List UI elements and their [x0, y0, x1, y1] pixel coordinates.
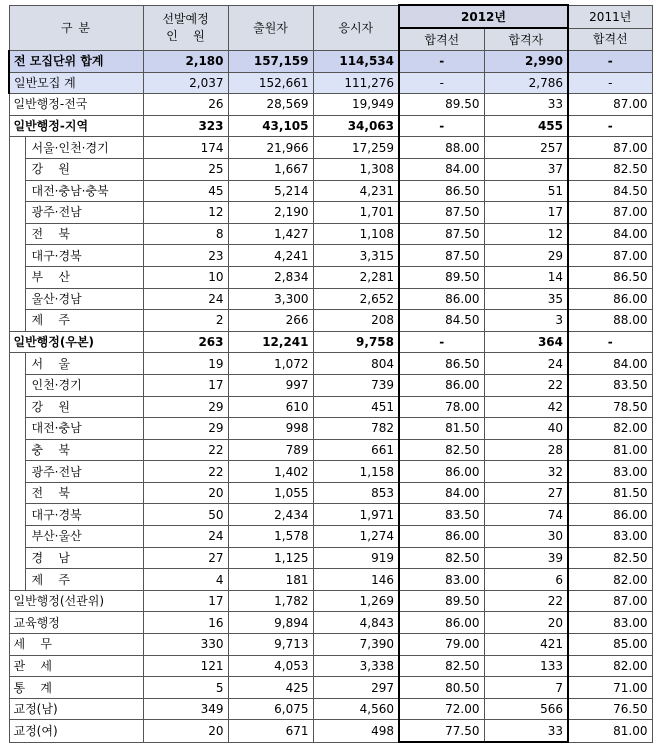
cell-planned: 4: [143, 569, 228, 591]
cell-cutoff-2012: -: [399, 331, 484, 353]
cell-cutoff-2011: 87.00: [568, 590, 652, 612]
cell-passers-2012: 51: [484, 180, 568, 202]
cell-applicants: 997: [228, 374, 313, 396]
cell-applicants: 1,055: [228, 482, 313, 504]
row-label: 경 남: [25, 547, 143, 569]
indent-spacer: [9, 396, 25, 418]
indent-spacer: [9, 374, 25, 396]
cell-cutoff-2012: 77.50: [399, 720, 484, 742]
cell-cutoff-2012: -: [399, 51, 484, 73]
row-label: 광주·전남: [25, 461, 143, 483]
cell-cutoff-2012: 87.50: [399, 245, 484, 267]
indent-spacer: [9, 137, 25, 159]
cell-examinees: 853: [313, 482, 399, 504]
cell-passers-2012: 40: [484, 418, 568, 440]
cell-passers-2012: 37: [484, 158, 568, 180]
cell-cutoff-2011: 85.00: [568, 634, 652, 656]
cell-examinees: 297: [313, 677, 399, 699]
table-row: [9, 374, 652, 396]
cell-cutoff-2012: 80.50: [399, 677, 484, 699]
cell-planned: 24: [143, 288, 228, 310]
cell-examinees: 3,315: [313, 245, 399, 267]
cell-applicants: 1,782: [228, 590, 313, 612]
cell-planned: 27: [143, 547, 228, 569]
row-label: 일반모집 계: [9, 72, 143, 94]
cell-passers-2012: 421: [484, 634, 568, 656]
cell-cutoff-2012: 87.50: [399, 223, 484, 245]
cell-cutoff-2011: 82.00: [568, 655, 652, 677]
cell-cutoff-2011: 86.00: [568, 288, 652, 310]
cell-cutoff-2011: 87.00: [568, 94, 652, 116]
cell-passers-2012: 17: [484, 202, 568, 224]
table-row: [9, 698, 652, 720]
cell-planned: 19: [143, 353, 228, 375]
cell-applicants: 2,190: [228, 202, 313, 224]
cell-planned: 2,037: [143, 72, 228, 94]
cell-cutoff-2011: 81.00: [568, 439, 652, 461]
row-label: 일반행정(우본): [9, 331, 143, 353]
cell-applicants: 1,402: [228, 461, 313, 483]
cell-passers-2012: 364: [484, 331, 568, 353]
indent-spacer: [9, 418, 25, 440]
header-year-2012: 2012년: [399, 5, 568, 28]
row-label: 관 세: [9, 655, 143, 677]
indent-spacer: [9, 482, 25, 504]
cell-applicants: 152,661: [228, 72, 313, 94]
cell-cutoff-2011: 83.50: [568, 374, 652, 396]
cell-examinees: 1,701: [313, 202, 399, 224]
cell-passers-2012: 42: [484, 396, 568, 418]
cell-passers-2012: 30: [484, 526, 568, 548]
cell-examinees: 4,843: [313, 612, 399, 634]
cell-planned: 22: [143, 439, 228, 461]
cell-examinees: 4,231: [313, 180, 399, 202]
cell-passers-2012: 35: [484, 288, 568, 310]
header-planned-line2: 인 원: [166, 28, 205, 43]
cell-cutoff-2012: 86.00: [399, 288, 484, 310]
row-label: 세 무: [9, 634, 143, 656]
cell-planned: 20: [143, 720, 228, 742]
indent-spacer: [9, 223, 25, 245]
cell-applicants: 28,569: [228, 94, 313, 116]
cell-cutoff-2011: 88.00: [568, 310, 652, 332]
cell-cutoff-2011: 76.50: [568, 698, 652, 720]
cell-applicants: 266: [228, 310, 313, 332]
cell-passers-2012: 28: [484, 439, 568, 461]
cell-examinees: 1,274: [313, 526, 399, 548]
cell-cutoff-2012: 86.00: [399, 374, 484, 396]
cell-cutoff-2012: 87.50: [399, 202, 484, 224]
cell-examinees: 919: [313, 547, 399, 569]
cell-passers-2012: 2,786: [484, 72, 568, 94]
cell-cutoff-2012: 84.00: [399, 482, 484, 504]
cell-passers-2012: 7: [484, 677, 568, 699]
cell-planned: 121: [143, 655, 228, 677]
cell-passers-2012: 74: [484, 504, 568, 526]
cell-planned: 20: [143, 482, 228, 504]
cell-applicants: 671: [228, 720, 313, 742]
cell-examinees: 2,652: [313, 288, 399, 310]
cell-applicants: 43,105: [228, 115, 313, 137]
cell-applicants: 9,713: [228, 634, 313, 656]
cell-cutoff-2012: 89.50: [399, 590, 484, 612]
cell-planned: 330: [143, 634, 228, 656]
indent-spacer: [9, 439, 25, 461]
row-label: 대전·충남·충북: [25, 180, 143, 202]
cell-cutoff-2012: 83.00: [399, 569, 484, 591]
indent-spacer: [9, 504, 25, 526]
cell-cutoff-2012: 86.00: [399, 612, 484, 634]
cell-applicants: 1,667: [228, 158, 313, 180]
cell-planned: 323: [143, 115, 228, 137]
cell-applicants: 5,214: [228, 180, 313, 202]
cell-passers-2012: 257: [484, 137, 568, 159]
table-row: [9, 634, 652, 656]
cell-planned: 45: [143, 180, 228, 202]
cell-applicants: 6,075: [228, 698, 313, 720]
cell-planned: 174: [143, 137, 228, 159]
table-row: [9, 677, 652, 699]
cell-cutoff-2012: 88.00: [399, 137, 484, 159]
row-label: 통 계: [9, 677, 143, 699]
cell-examinees: 17,259: [313, 137, 399, 159]
header-planned: [143, 5, 228, 51]
row-label: 충 북: [25, 439, 143, 461]
cell-examinees: 208: [313, 310, 399, 332]
cell-applicants: 2,834: [228, 266, 313, 288]
cell-examinees: 34,063: [313, 115, 399, 137]
cell-passers-2012: 27: [484, 482, 568, 504]
cell-cutoff-2011: -: [568, 331, 652, 353]
table-row: [9, 310, 652, 332]
cell-cutoff-2011: -: [568, 72, 652, 94]
cell-examinees: 3,338: [313, 655, 399, 677]
cell-planned: 2: [143, 310, 228, 332]
cell-passers-2012: 2,990: [484, 51, 568, 73]
cell-examinees: 739: [313, 374, 399, 396]
cell-passers-2012: 22: [484, 590, 568, 612]
cell-cutoff-2011: 83.00: [568, 612, 652, 634]
cell-cutoff-2012: 82.50: [399, 439, 484, 461]
cell-cutoff-2011: 71.00: [568, 677, 652, 699]
table-row: [9, 331, 652, 353]
cell-planned: 10: [143, 266, 228, 288]
table-row: [9, 115, 652, 137]
cell-applicants: 998: [228, 418, 313, 440]
cell-applicants: 1,072: [228, 353, 313, 375]
cell-planned: 26: [143, 94, 228, 116]
cell-passers-2012: 3: [484, 310, 568, 332]
row-label: 부산·울산: [25, 526, 143, 548]
cell-planned: 50: [143, 504, 228, 526]
row-label: 인천·경기: [25, 374, 143, 396]
row-label: 제 주: [25, 310, 143, 332]
cell-cutoff-2012: 84.00: [399, 158, 484, 180]
cell-cutoff-2012: 83.50: [399, 504, 484, 526]
cell-applicants: 1,578: [228, 526, 313, 548]
row-label: 일반행정-전국: [9, 94, 143, 116]
header-cutoff-2011: 합격선: [568, 28, 652, 51]
cell-applicants: 157,159: [228, 51, 313, 73]
indent-spacer: [9, 461, 25, 483]
cell-cutoff-2012: 86.00: [399, 461, 484, 483]
cell-cutoff-2012: 89.50: [399, 266, 484, 288]
cell-passers-2012: 32: [484, 461, 568, 483]
header-planned-line1: 선발예정: [162, 11, 209, 26]
cell-cutoff-2011: 78.50: [568, 396, 652, 418]
indent-spacer: [9, 310, 25, 332]
table-row: [9, 266, 652, 288]
cell-planned: 29: [143, 396, 228, 418]
cell-applicants: 4,241: [228, 245, 313, 267]
row-label: 광주·전남: [25, 202, 143, 224]
table-row: [9, 504, 652, 526]
cell-applicants: 4,053: [228, 655, 313, 677]
cell-cutoff-2011: -: [568, 115, 652, 137]
table-row: [9, 245, 652, 267]
cell-cutoff-2012: -: [399, 115, 484, 137]
row-label: 전 북: [25, 482, 143, 504]
table-row: [9, 396, 652, 418]
row-label: 대구·경북: [25, 504, 143, 526]
table-row: [9, 526, 652, 548]
cell-examinees: 114,534: [313, 51, 399, 73]
cell-examinees: 804: [313, 353, 399, 375]
header-cutoff-2012: 합격선: [399, 28, 484, 51]
row-label: 교정(남): [9, 698, 143, 720]
table-row: [9, 137, 652, 159]
indent-spacer: [9, 288, 25, 310]
cell-passers-2012: 33: [484, 720, 568, 742]
table-body: [9, 51, 652, 743]
cell-cutoff-2012: 82.50: [399, 655, 484, 677]
cell-cutoff-2011: 83.00: [568, 526, 652, 548]
cell-cutoff-2011: 81.50: [568, 482, 652, 504]
cell-passers-2012: 133: [484, 655, 568, 677]
cell-passers-2012: 33: [484, 94, 568, 116]
cell-passers-2012: 20: [484, 612, 568, 634]
cell-cutoff-2011: 82.50: [568, 158, 652, 180]
table-row: [9, 72, 652, 94]
cell-cutoff-2012: -: [399, 72, 484, 94]
cell-planned: 23: [143, 245, 228, 267]
table-row: [9, 418, 652, 440]
cell-cutoff-2011: 87.00: [568, 137, 652, 159]
row-label: 대구·경북: [25, 245, 143, 267]
table-row: [9, 547, 652, 569]
table-row: [9, 223, 652, 245]
cell-cutoff-2011: 84.50: [568, 180, 652, 202]
cell-applicants: 610: [228, 396, 313, 418]
cell-passers-2012: 24: [484, 353, 568, 375]
cell-cutoff-2012: 86.00: [399, 526, 484, 548]
cell-planned: 17: [143, 374, 228, 396]
cell-passers-2012: 6: [484, 569, 568, 591]
table-row: [9, 720, 652, 742]
cell-applicants: 9,894: [228, 612, 313, 634]
table-row: [9, 288, 652, 310]
cell-planned: 17: [143, 590, 228, 612]
indent-spacer: [9, 266, 25, 288]
cell-cutoff-2011: 82.50: [568, 547, 652, 569]
header-year-2011: 2011년: [568, 5, 652, 28]
row-label: 부 산: [25, 266, 143, 288]
table-row: [9, 590, 652, 612]
cell-cutoff-2011: 81.00: [568, 720, 652, 742]
cell-applicants: 181: [228, 569, 313, 591]
cell-cutoff-2012: 82.50: [399, 547, 484, 569]
cell-cutoff-2012: 81.50: [399, 418, 484, 440]
cell-planned: 29: [143, 418, 228, 440]
row-label: 교정(여): [9, 720, 143, 742]
indent-spacer: [9, 569, 25, 591]
cell-passers-2012: 566: [484, 698, 568, 720]
cell-cutoff-2011: -: [568, 51, 652, 73]
cell-cutoff-2011: 87.00: [568, 245, 652, 267]
table-row: [9, 569, 652, 591]
recruitment-stats-table: [8, 4, 653, 743]
table-row: [9, 439, 652, 461]
indent-spacer: [9, 547, 25, 569]
cell-planned: 263: [143, 331, 228, 353]
cell-examinees: 4,560: [313, 698, 399, 720]
header-passers-2012: 합격자: [484, 28, 568, 51]
table-row: [9, 158, 652, 180]
row-label: 일반행정(선관위): [9, 590, 143, 612]
cell-planned: 349: [143, 698, 228, 720]
indent-spacer: [9, 180, 25, 202]
table-row: [9, 94, 652, 116]
cell-cutoff-2011: 82.00: [568, 569, 652, 591]
row-label: 전 모집단위 합계: [9, 51, 143, 73]
table-row: [9, 461, 652, 483]
indent-spacer: [9, 158, 25, 180]
cell-cutoff-2012: 86.50: [399, 180, 484, 202]
cell-applicants: 21,966: [228, 137, 313, 159]
cell-examinees: 1,158: [313, 461, 399, 483]
cell-examinees: 7,390: [313, 634, 399, 656]
table-row: [9, 51, 652, 73]
table-row: [9, 612, 652, 634]
cell-applicants: 2,434: [228, 504, 313, 526]
row-label: 강 원: [25, 396, 143, 418]
cell-applicants: 3,300: [228, 288, 313, 310]
cell-examinees: 9,758: [313, 331, 399, 353]
cell-passers-2012: 29: [484, 245, 568, 267]
cell-examinees: 498: [313, 720, 399, 742]
cell-planned: 12: [143, 202, 228, 224]
table-row: [9, 202, 652, 224]
cell-applicants: 12,241: [228, 331, 313, 353]
cell-cutoff-2011: 84.00: [568, 223, 652, 245]
cell-applicants: 1,427: [228, 223, 313, 245]
cell-cutoff-2011: 87.00: [568, 202, 652, 224]
indent-spacer: [9, 526, 25, 548]
indent-spacer: [9, 245, 25, 267]
cell-cutoff-2012: 84.50: [399, 310, 484, 332]
row-label: 서 울: [25, 353, 143, 375]
cell-cutoff-2011: 86.00: [568, 504, 652, 526]
cell-examinees: 146: [313, 569, 399, 591]
cell-examinees: 1,971: [313, 504, 399, 526]
cell-cutoff-2012: 89.50: [399, 94, 484, 116]
cell-cutoff-2011: 86.50: [568, 266, 652, 288]
cell-examinees: 782: [313, 418, 399, 440]
cell-examinees: 1,269: [313, 590, 399, 612]
cell-cutoff-2012: 78.00: [399, 396, 484, 418]
cell-cutoff-2011: 84.00: [568, 353, 652, 375]
cell-planned: 2,180: [143, 51, 228, 73]
cell-cutoff-2012: 86.50: [399, 353, 484, 375]
cell-planned: 25: [143, 158, 228, 180]
cell-applicants: 1,125: [228, 547, 313, 569]
header-applicants: 출원자: [228, 5, 313, 51]
cell-examinees: 1,308: [313, 158, 399, 180]
cell-cutoff-2011: 82.00: [568, 418, 652, 440]
cell-cutoff-2012: 79.00: [399, 634, 484, 656]
cell-examinees: 661: [313, 439, 399, 461]
cell-cutoff-2012: 72.00: [399, 698, 484, 720]
cell-examinees: 19,949: [313, 94, 399, 116]
row-label: 교육행정: [9, 612, 143, 634]
cell-examinees: 2,281: [313, 266, 399, 288]
header-examinees: 응시자: [313, 5, 399, 51]
row-label: 제 주: [25, 569, 143, 591]
indent-spacer: [9, 202, 25, 224]
header-category: 구 분: [9, 5, 143, 51]
cell-applicants: 789: [228, 439, 313, 461]
cell-planned: 22: [143, 461, 228, 483]
cell-passers-2012: 39: [484, 547, 568, 569]
row-label: 서울·인천·경기: [25, 137, 143, 159]
cell-planned: 8: [143, 223, 228, 245]
cell-examinees: 451: [313, 396, 399, 418]
row-label: 울산·경남: [25, 288, 143, 310]
cell-examinees: 1,108: [313, 223, 399, 245]
cell-planned: 16: [143, 612, 228, 634]
table-row: [9, 655, 652, 677]
cell-examinees: 111,276: [313, 72, 399, 94]
cell-passers-2012: 14: [484, 266, 568, 288]
table-row: [9, 482, 652, 504]
table-row: [9, 180, 652, 202]
cell-planned: 24: [143, 526, 228, 548]
row-label: 강 원: [25, 158, 143, 180]
row-label: 일반행정-지역: [9, 115, 143, 137]
row-label: 전 북: [25, 223, 143, 245]
table-row: [9, 353, 652, 375]
cell-applicants: 425: [228, 677, 313, 699]
cell-passers-2012: 455: [484, 115, 568, 137]
cell-passers-2012: 22: [484, 374, 568, 396]
cell-cutoff-2011: 83.00: [568, 461, 652, 483]
cell-passers-2012: 12: [484, 223, 568, 245]
row-label: 대전·충남: [25, 418, 143, 440]
cell-planned: 5: [143, 677, 228, 699]
indent-spacer: [9, 353, 25, 375]
